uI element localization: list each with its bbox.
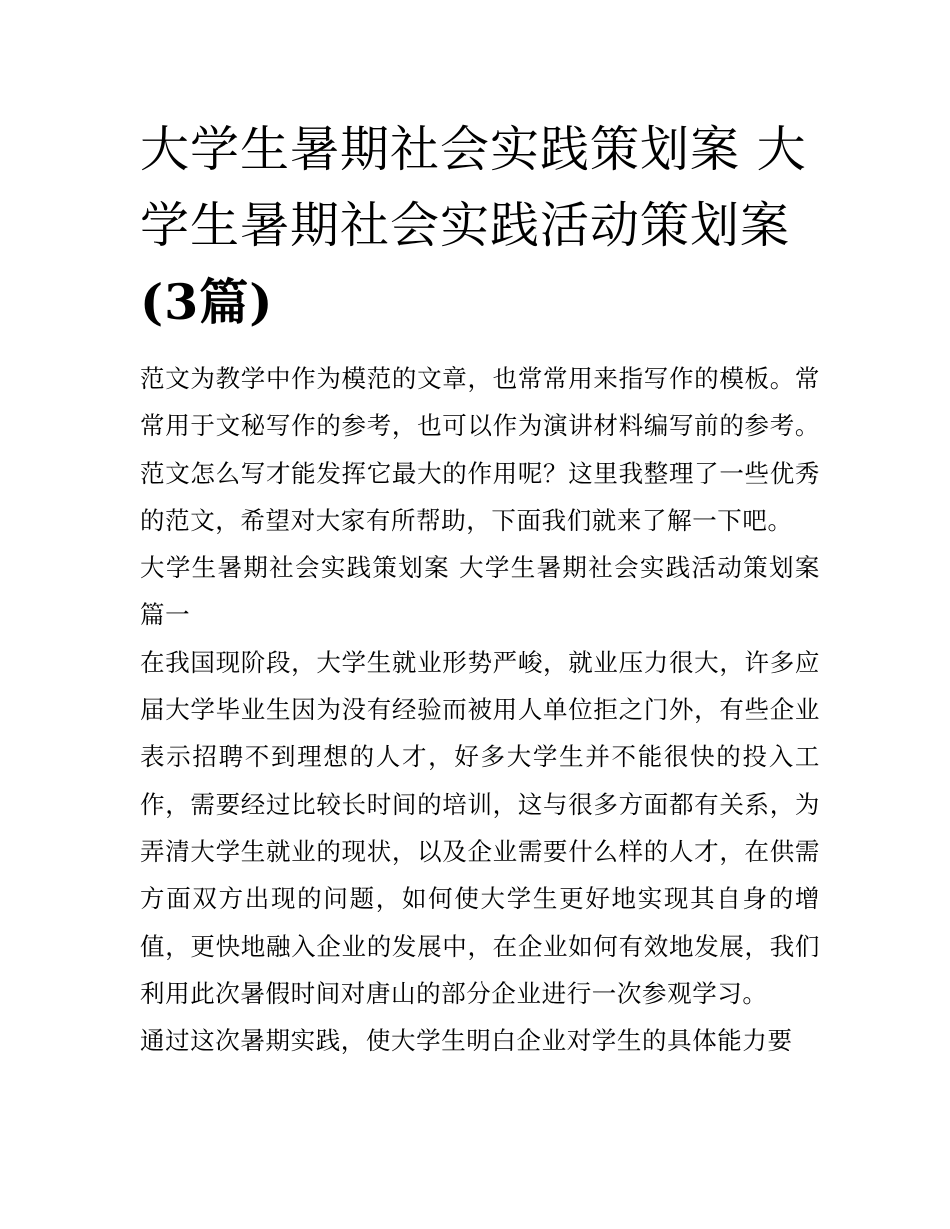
- document-title: [140, 112, 820, 341]
- document-title-main: 大学生暑期社会实践策划案 大学生暑期社会实践活动策划案: [140, 121, 807, 254]
- body-paragraph: 在我国现阶段，大学生就业形势严峻，就业压力很大，许多应届大学毕业生因为没有经验而被用人单位拒之门外，有些企业表示招聘不到理想的人才，好多大学生并不能很快的投入工作，需要经过比较长时间的培训，这与很多方面都有关系，为弄清大学生就业的现状，以及企业需要什么样的人才，在供需方面双方出现的问题，如何使大学生更好地实现其自身的增值，更快地融入企业的发展中，在企业如何有效地发展，我们利用此次暑假时间对唐山的部分企业进行一次参观学习。: [140, 647, 820, 1008]
- document-title-suffix: (3篇): [140, 273, 274, 331]
- intro-paragraph: 范文为教学中作为模范的文章，也常常用来指写作的模板。常常用于文秘写作的参考，也可以作为演讲材料编写前的参考。范文怎么写才能发挥它最大的作用呢？这里我整理了一些优秀的范文，希望对大家有所帮助，下面我们就来了解一下吧。: [140, 364, 820, 535]
- document-body: [140, 355, 820, 1064]
- body-paragraph-continued: 通过这次暑期实践，使大学生明白企业对学生的具体能力要: [140, 1026, 793, 1056]
- section-heading: 大学生暑期社会实践策划案 大学生暑期社会实践活动策划案篇一: [140, 553, 820, 630]
